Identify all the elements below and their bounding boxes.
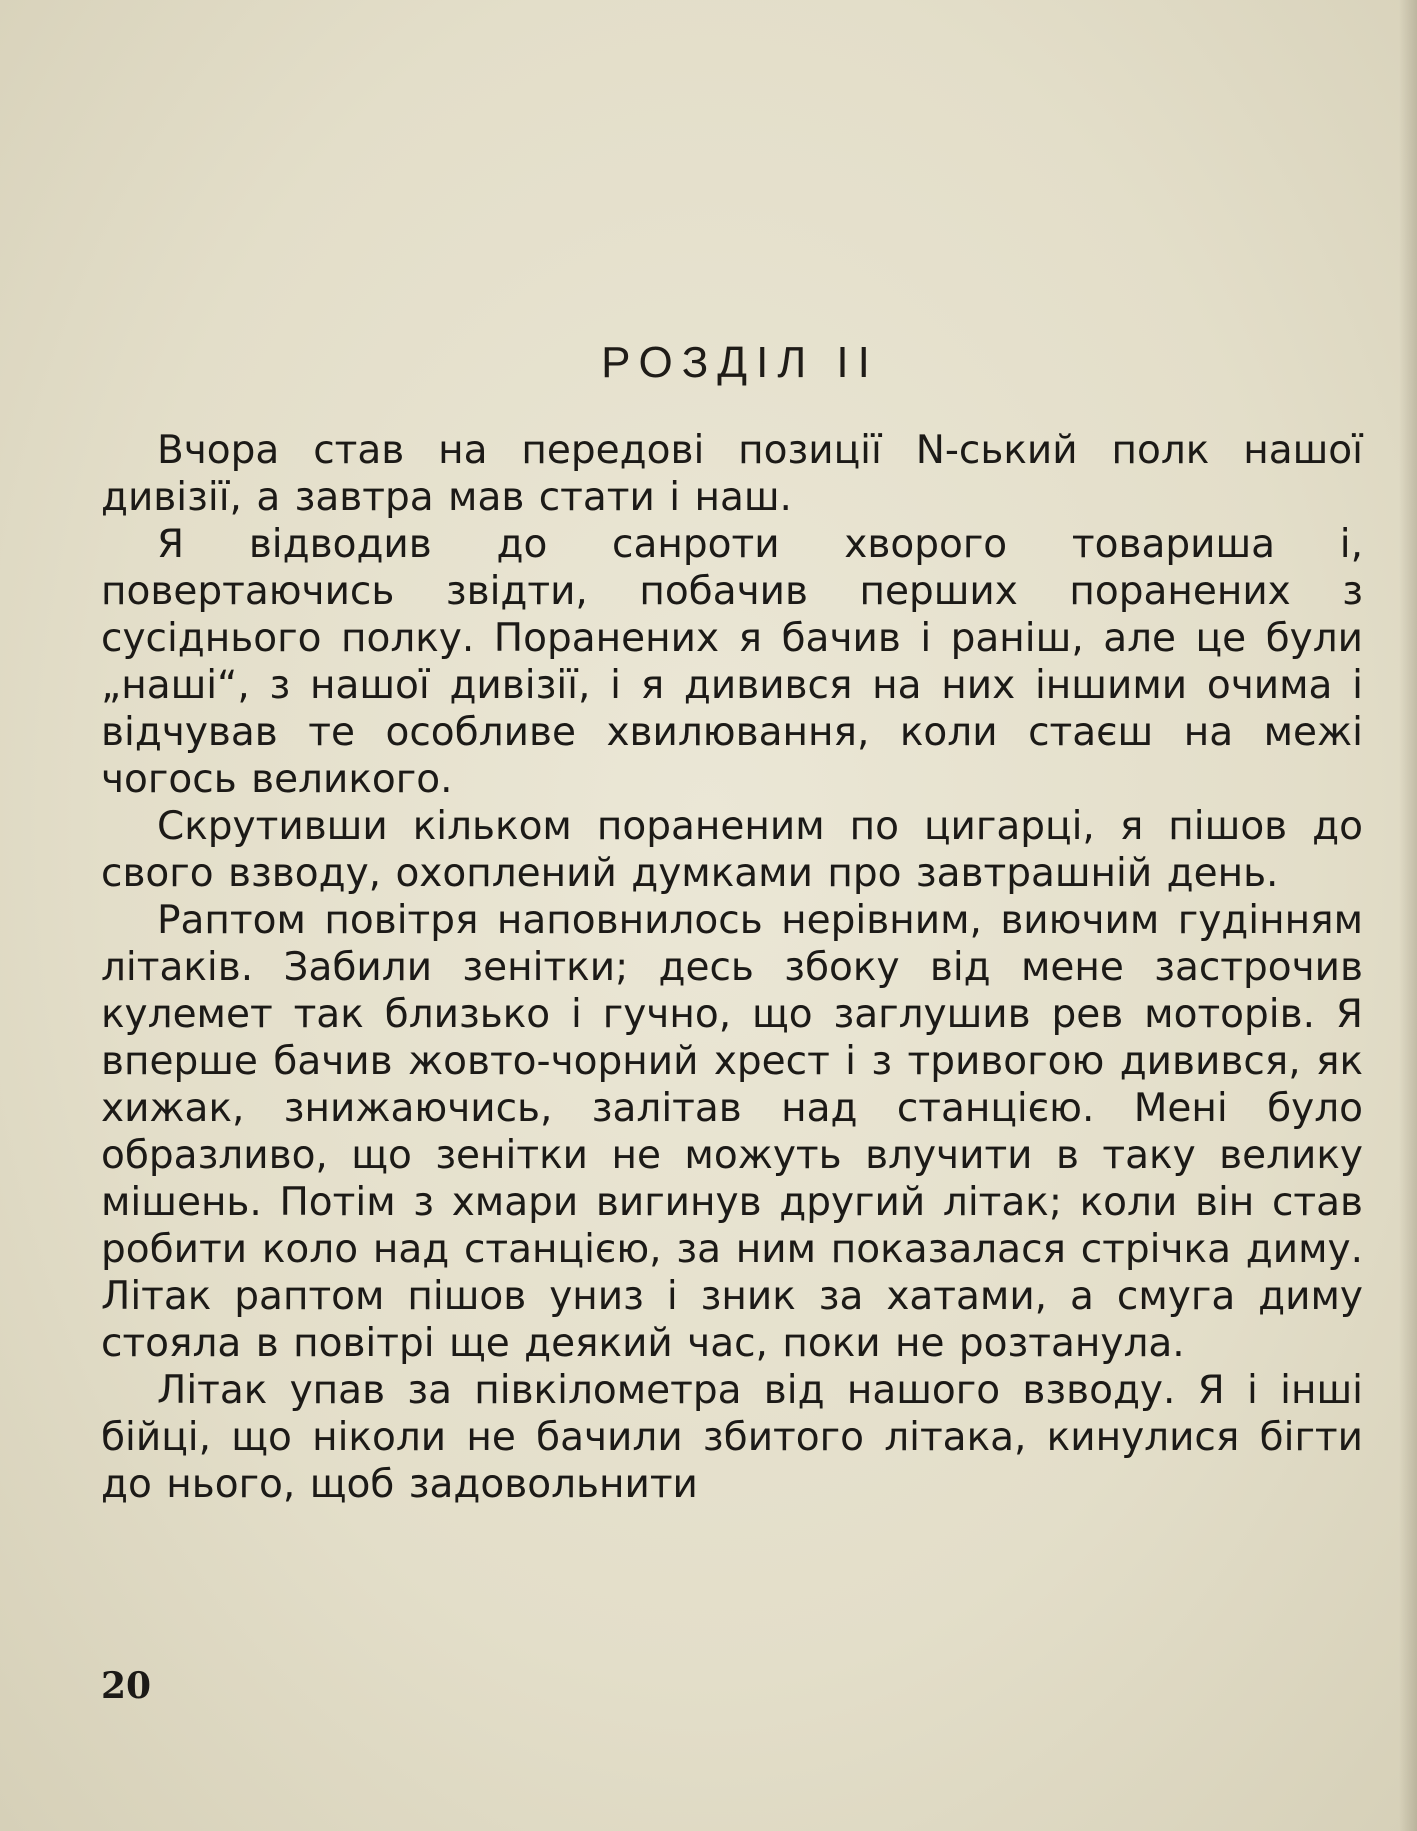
body-text	[101, 427, 1363, 1508]
paragraph: Вчора став на передові позиції N-ський полк нашої дивізії, а завтра мав стати і наш.	[101, 428, 1363, 520]
page-number: 20	[101, 1665, 152, 1707]
paragraph: Скрутивши кільком пораненим по цигарці, я пішов до свого взводу, охоплений думками про завтрашній день.	[101, 804, 1363, 896]
paragraph: Я відводив до санроти хворого товариша і, повертаючись звідти, побачив перших поранених з сусіднього полку. Поранених я бачив і раніш, але це були „наші“, з нашої дивізії, і я дивився на них іншими очима і відчував те особливе хвилювання, коли стаєш на межі чогось великого.	[101, 522, 1363, 802]
paragraph: Раптом повітря наповнилось нерівним, виючим гудінням літаків. Забили зенітки; десь збоку від мене застрочив кулемет так близько і гучно, що заглушив рев моторів. Я вперше бачив жовто-чорний хрест і з тривогою дивився, як хижак, знижаючись, залітав над станцією. Мені було образливо, що зенітки не можуть влучити в таку велику мішень. Потім з хмари вигинув другий літак; коли він став робити коло над станцією, за ним показалася стрічка диму. Літак раптом пішов униз і зник за хатами, а смуга диму стояла в повітрі ще деякий час, поки не розтанула.	[101, 898, 1363, 1366]
page-edge-shadow	[1399, 0, 1417, 1831]
paragraph: Літак упав за півкілометра від нашого взводу. Я і інші бійці, що ніколи не бачили збитого літака, кинулися бігти до нього, щоб задовольнити	[101, 1368, 1363, 1507]
chapter-heading: РОЗДІЛ II	[601, 338, 879, 387]
